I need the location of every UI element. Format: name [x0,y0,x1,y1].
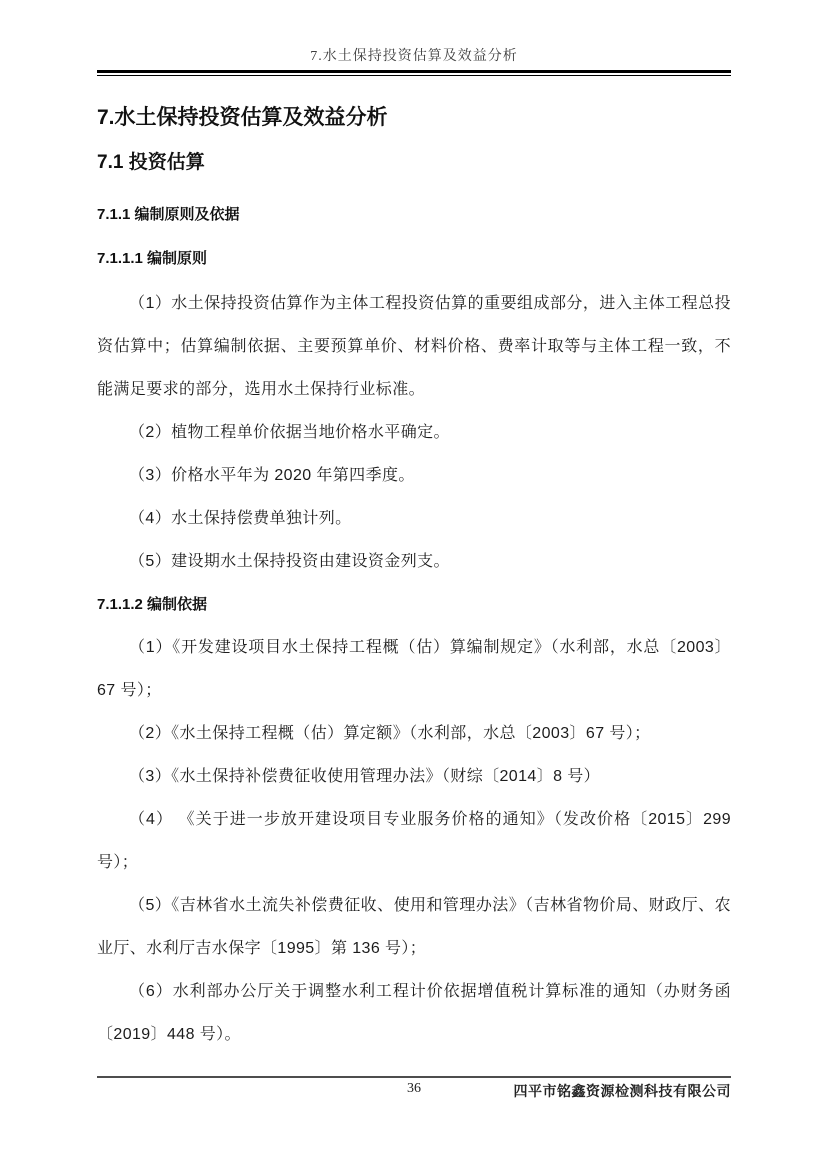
principles-heading: 7.1.1.1 编制原则 [97,250,208,267]
paragraph-basis-1: （1）《开发建设项目水土保持工程概（估）算编制规定》（水利部，水总〔2003〕67 号）； [97,639,731,699]
page-number: 36 [407,1081,421,1096]
paragraph-principle-5: （5）建设期水土保持投资由建设资金列支。 [129,553,450,570]
paragraph-basis-6: （6）水利部办公厅关于调整水利工程计价依据增值税计算标准的通知（办财务函〔2019〕448 号）。 [97,983,731,1043]
subsection-title: 7.1.1 编制原则及依据 [97,206,240,223]
paragraph-principle-1: （1）水土保持投资估算作为主体工程投资估算的重要组成部分，进入主体工程总投资估算中；估算编制依据、主要预算单价、材料价格、费率计取等与主体工程一致，不能满足要求的部分，选用水土保持行业标准。 [97,295,731,398]
section-title: 7.1 投资估算 [97,152,205,173]
basis-heading: 7.1.1.2 编制依据 [97,596,208,613]
footer-rule [97,1076,731,1078]
paragraph-basis-2: （2）《水土保持工程概（估）算定额》（水利部，水总〔2003〕67 号）； [129,725,651,742]
paragraph-basis-5: （5）《吉林省水土流失补偿费征收、使用和管理办法》（吉林省物价局、财政厅、农业厅、水利厅吉水保字〔1995〕第 136 号）； [97,897,731,957]
header-rule [97,70,731,76]
basis-paragraphs [97,626,731,1056]
footer-company-name: 四平市铭鑫资源检测科技有限公司 [513,1083,731,1099]
chapter-title: 7.水土保持投资估算及效益分析 [97,106,388,129]
paragraph-principle-4: （4）水土保持偿费单独计列。 [129,510,352,527]
running-header-title: 7.水土保持投资估算及效益分析 [310,49,518,64]
page-footer [97,1076,731,1101]
footer-row [97,1081,731,1101]
paragraph-basis-3: （3）《水土保持补偿费征收使用管理办法》（财综〔2014〕8 号） [129,768,601,785]
paragraph-basis-4: （4） 《关于进一步放开建设项目专业服务价格的通知》（发改价格〔2015〕299 号）； [97,811,731,871]
header-rule-thin-line [97,75,731,76]
paragraph-principle-3: （3）价格水平年为 2020 年第四季度。 [129,467,415,484]
principles-paragraphs [97,282,731,583]
paragraph-principle-2: （2）植物工程单价依据当地价格水平确定。 [129,424,450,441]
